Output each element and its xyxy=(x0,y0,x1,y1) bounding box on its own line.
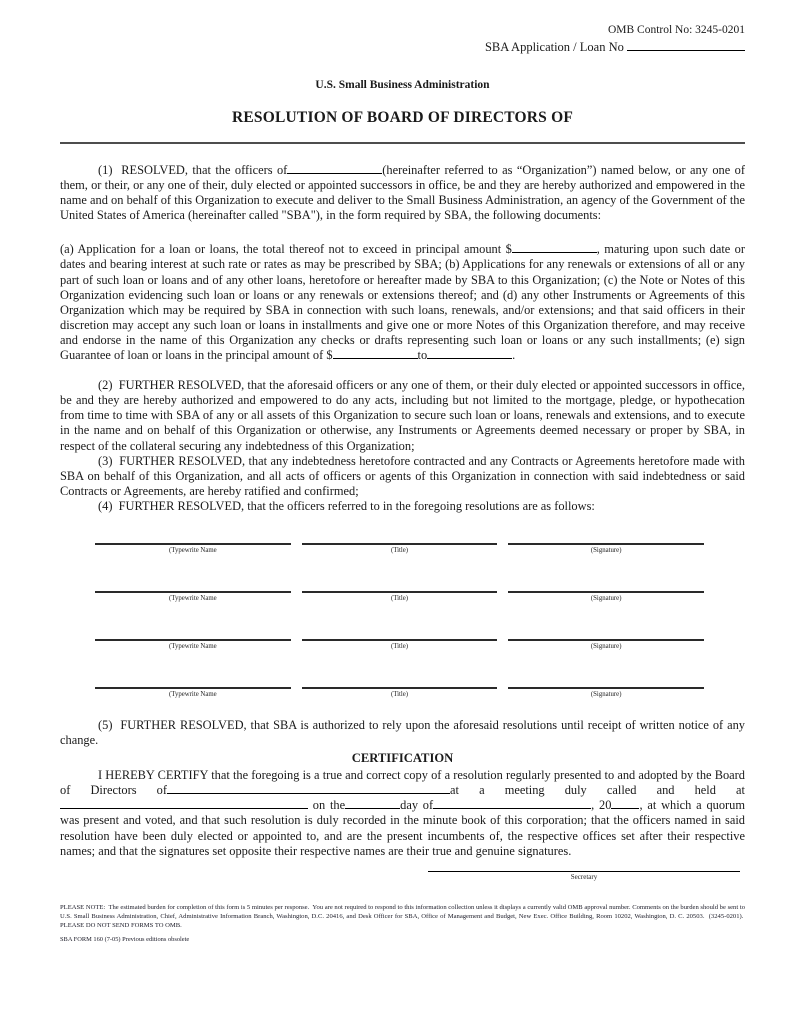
title-label: (Title) xyxy=(390,594,409,602)
officer-title-field xyxy=(302,639,498,650)
fill-in-blank xyxy=(60,807,308,809)
fill-in-blank xyxy=(433,807,591,809)
officer-signature-field xyxy=(508,543,704,554)
officer-row-1 xyxy=(95,543,704,554)
resolution-a-e: (a) Application for a loan or loans, the total thereof not to exceed in principal amount $ , maturing upon such date or dates and bearing interest at such rate or rates as may be prescribed by SBA; (b) Applications for any renewals or extensions of all or any part of such loan or loans and of any other loans, heretofore or hereafter made by SBA to this Organization; (c) the Note or Notes of this Organization evidencing such loan or loans or any renewals or extensions thereof; and (d) any other Instruments or Agreements of this Organization which may be required by SBA in connection with such loans, renewals, and/or extensions; and that said officers in their discretion may accept any such loan or loans in installments and give one or more Notes of this Organization therefore, and may receive and endorse in the name of this Organization any checks or drafts representing such loan or loans or any such installments; (e) sign Guarantee of loan or loans in the principal amount of $ to . xyxy=(60,242,746,363)
title-label: (Title) xyxy=(390,690,409,698)
loan-number-blank xyxy=(627,49,745,51)
loan-number-label: SBA Application / Loan No xyxy=(484,40,627,54)
resolution-1: (1) RESOLVED, that the officers of (hereinafter referred to as “Organization”) named below, or any one of them, or their, or any one of their, duly elected or appointed successors in office, be and they are hereby authorized and empowered in the name and on behalf of this Organization to execute and deliver to the Small Business Administration, an agency of the Government of the United States of America (hereinafter called "SBA"), in the form required by SBA, the following documents: xyxy=(60,163,745,223)
loan-number-line xyxy=(60,40,745,55)
title-underline xyxy=(60,142,745,144)
name-label: (Typewrite Name xyxy=(169,594,217,602)
fill-in-blank xyxy=(345,807,400,809)
signature-label: (Signature) xyxy=(590,690,622,698)
secretary-label: Secretary xyxy=(570,872,598,881)
officer-name-field xyxy=(95,639,291,650)
signature-label: (Signature) xyxy=(590,546,622,554)
resolution-2: (2) FURTHER RESOLVED, that the aforesaid officers or any one of them, or their duly elected or appointed successors in office, be and they are hereby authorized and empowered to do any acts, including but not limited to the mortgage, pledge, or hypothecation from time to time with SBA of any or all assets of this Organization to secure such loan or loans, renewals and extensions, and to execute in the name and on behalf of this Organization or otherwise, any Instruments or Agreements deemed necessary or proper by SBA, in respect of the collateral securing any indebtedness of this Organization; xyxy=(60,378,745,453)
fill-in-blank xyxy=(287,172,382,174)
officer-name-field xyxy=(95,591,291,602)
form-header-right xyxy=(60,24,745,55)
name-label: (Typewrite Name xyxy=(169,690,217,698)
officer-name-field xyxy=(95,543,291,554)
fill-in-blank xyxy=(512,251,597,253)
officer-title-field xyxy=(302,543,498,554)
officer-row-4 xyxy=(95,687,704,698)
certification-body: I HEREBY CERTIFY that the foregoing is a true and correct copy of a resolution regularly presented to and adopted by the Board of Directors of at a meeting duly called and held at on the day of , 20 , at which a quorum was present and voted, and that such resolution is duly recorded in the minute book of this corporation; that the officers named in said resolution have been duly elected or appointed to, and are the present incumbents of, the respective offices set after their respective names; and that the signatures set opposite their respective names are their true and genuine signatures. xyxy=(60,768,745,858)
signature-label: (Signature) xyxy=(590,642,622,650)
officer-row-2 xyxy=(95,591,704,602)
fill-in-blank xyxy=(167,792,450,794)
officer-title-field xyxy=(302,591,498,602)
resolution-4: (4) FURTHER RESOLVED, that the officers referred to in the foregoing resolutions are as follows: xyxy=(98,498,595,513)
name-label: (Typewrite Name xyxy=(169,546,217,554)
officer-signature-field xyxy=(508,687,704,698)
omb-control-number: OMB Control No: 3245-0201 xyxy=(607,24,745,36)
title-label: (Title) xyxy=(390,546,409,554)
fill-in-blank xyxy=(427,357,512,359)
form-number: SBA FORM 160 (7-05) Previous editions obsolete xyxy=(60,936,190,944)
officer-title-field xyxy=(302,687,498,698)
fill-in-blank xyxy=(333,357,418,359)
name-label: (Typewrite Name xyxy=(169,642,217,650)
title-label: (Title) xyxy=(390,642,409,650)
resolution-5: (5) FURTHER RESOLVED, that SBA is authorized to rely upon the aforesaid resolutions until receipt of written notice of any change. xyxy=(60,717,745,748)
resolution-3: (3) FURTHER RESOLVED, that any indebtedness heretofore contracted and any Contracts or Agreements heretofore made with SBA on behalf of this Organization, and all acts of officers or agents of this Organization in connection with said indebtedness or said Contracts or Agreements, are hereby ratified and confirmed; xyxy=(60,453,745,498)
fill-in-blank xyxy=(611,807,639,809)
secretary-signature-block xyxy=(428,871,740,881)
agency-name: U.S. Small Business Administration xyxy=(315,79,490,91)
officer-signature-field xyxy=(508,591,704,602)
officer-name-field xyxy=(95,687,291,698)
officer-signature-field xyxy=(508,639,704,650)
form-title: RESOLUTION OF BOARD OF DIRECTORS OF xyxy=(231,109,573,126)
paperwork-burden-note: PLEASE NOTE: The estimated burden for completion of this form is 5 minutes per response. You are not required to respond to this information collection unless it displays a currently valid OMB approval number. Comments on the burden should be sent to U.S. Small Business Administration, Chief, Administrative Information Branch, Washington, D.C. 20416, and Desk Officer for SBA, Office of Management and Budget, New Exec. Office Building, Room 10202, Washington, D. C. 20503. (3245-0201). PLEASE DO NOT SEND FORMS TO OMB. xyxy=(60,903,745,929)
officer-row-3 xyxy=(95,639,704,650)
certification-heading: CERTIFICATION xyxy=(351,751,454,766)
officers-signature-table xyxy=(60,543,745,698)
signature-label: (Signature) xyxy=(590,594,622,602)
